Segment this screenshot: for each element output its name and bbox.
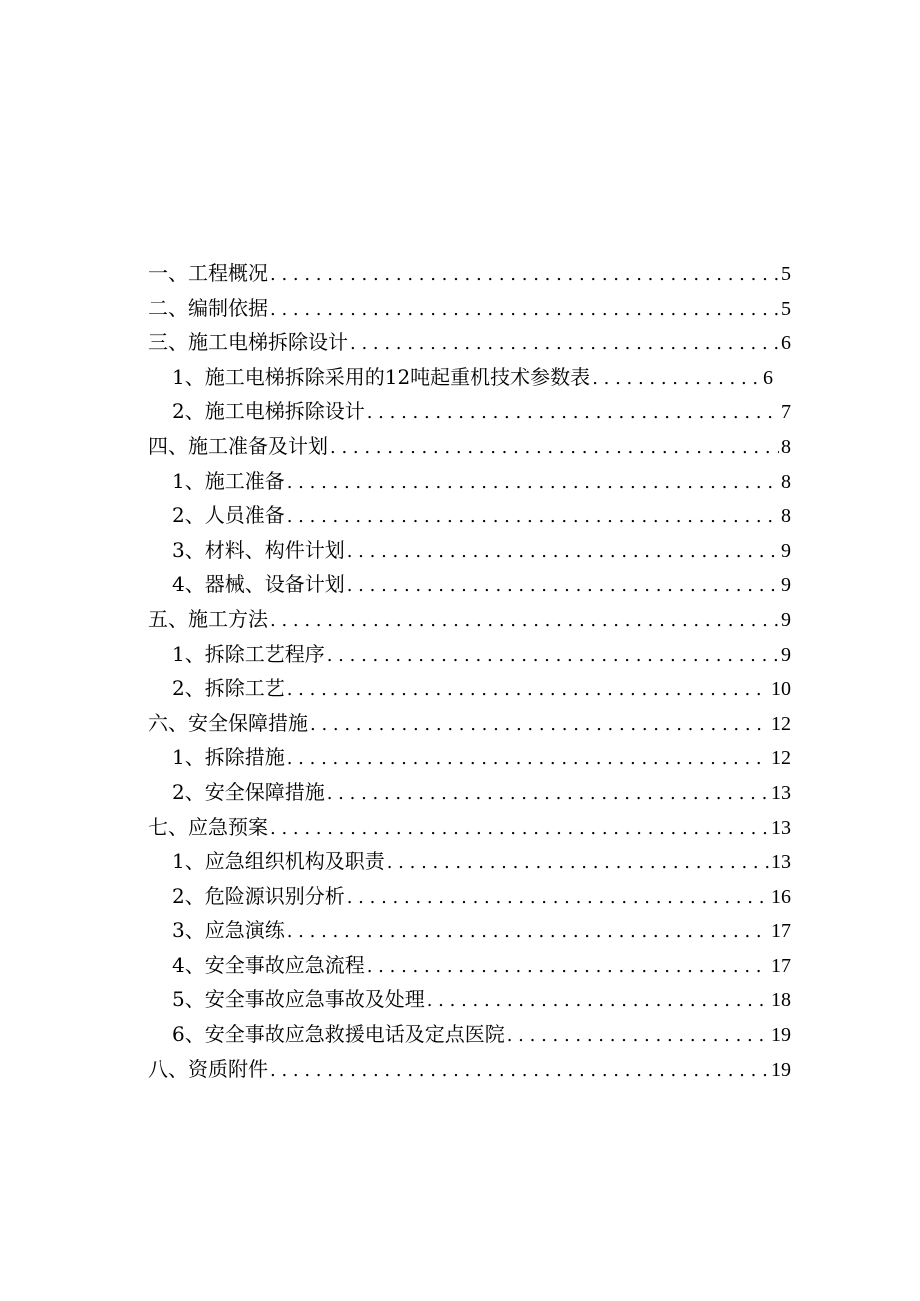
toc-entry-label: 5、安全事故应急事故及处理 bbox=[172, 987, 425, 1012]
toc-entry-label: 二、编制依据 bbox=[148, 295, 268, 320]
toc-entry-page: 13 bbox=[771, 781, 791, 804]
toc-leader-dots bbox=[347, 569, 779, 604]
toc-leader-dots bbox=[347, 881, 769, 916]
toc-entry[interactable] bbox=[148, 602, 791, 637]
toc-leader-dots bbox=[310, 708, 769, 743]
toc-leader-dots bbox=[287, 673, 769, 708]
toc-entry[interactable] bbox=[148, 291, 791, 326]
toc-entry-label: 1、拆除工艺程序 bbox=[172, 641, 325, 666]
toc-entry-label: 2、安全保障措施 bbox=[172, 779, 325, 804]
toc-entry-label: 1、施工准备 bbox=[172, 468, 285, 493]
toc-entry[interactable] bbox=[148, 360, 791, 395]
toc-leader-dots bbox=[347, 535, 779, 570]
toc-leader-dots bbox=[427, 984, 769, 1019]
toc-leader-dots bbox=[287, 466, 779, 501]
toc-entry[interactable] bbox=[148, 464, 791, 499]
toc-entry[interactable] bbox=[148, 325, 791, 360]
toc-entry-page: 9 bbox=[781, 539, 791, 562]
toc-entry[interactable] bbox=[148, 671, 791, 706]
toc-entry-label: 2、施工电梯拆除设计 bbox=[172, 399, 365, 424]
toc-entry[interactable] bbox=[148, 394, 791, 429]
toc-entry[interactable] bbox=[148, 775, 791, 810]
toc-entry[interactable] bbox=[148, 533, 791, 568]
toc-entry[interactable] bbox=[148, 948, 791, 983]
toc-entry[interactable] bbox=[148, 1052, 791, 1087]
toc-entry[interactable] bbox=[148, 637, 791, 672]
toc-entry-page: 19 bbox=[771, 1058, 791, 1081]
toc-entry[interactable] bbox=[148, 706, 791, 741]
toc-entry-page: 19 bbox=[771, 1024, 791, 1047]
toc-entry-page: 18 bbox=[771, 989, 791, 1012]
toc-entry[interactable] bbox=[148, 810, 791, 845]
toc-leader-dots bbox=[270, 812, 769, 847]
toc-leader-dots bbox=[270, 604, 779, 639]
toc-entry-page: 10 bbox=[771, 678, 791, 701]
toc-entry-label: 六、安全保障措施 bbox=[148, 710, 308, 735]
toc-entry-page: 7 bbox=[781, 401, 791, 424]
toc-leader-dots bbox=[350, 327, 779, 362]
toc-leader-dots bbox=[270, 258, 779, 293]
toc-entry-label: 3、应急演练 bbox=[172, 918, 285, 943]
toc-leader-dots bbox=[327, 777, 769, 812]
toc-leader-dots bbox=[270, 1054, 769, 1089]
toc-entry-label: 6、安全事故应急救援电话及定点医院 bbox=[172, 1022, 505, 1047]
toc-entry-label: 1、应急组织机构及职责 bbox=[172, 849, 385, 874]
toc-entry-label: 三、施工电梯拆除设计 bbox=[148, 330, 348, 355]
toc-leader-dots bbox=[327, 639, 779, 674]
toc-leader-dots bbox=[367, 396, 779, 431]
toc-entry[interactable] bbox=[148, 913, 791, 948]
toc-entry[interactable] bbox=[148, 498, 791, 533]
toc-entry-label: 五、施工方法 bbox=[148, 606, 268, 631]
toc-entry-page: 9 bbox=[781, 574, 791, 597]
toc-leader-dots bbox=[287, 500, 779, 535]
toc-entry-page: 12 bbox=[771, 747, 791, 770]
toc-entry-label: 八、资质附件 bbox=[148, 1056, 268, 1081]
toc-entry-label: 2、人员准备 bbox=[172, 503, 285, 528]
toc-entry[interactable] bbox=[148, 844, 791, 879]
toc-entry-label: 2、危险源识别分析 bbox=[172, 883, 345, 908]
toc-leader-dots bbox=[367, 950, 769, 985]
toc-entry-label: 3、材料、构件计划 bbox=[172, 537, 345, 562]
toc-entry-page: 13 bbox=[771, 816, 791, 839]
toc-entry-page: 12 bbox=[771, 712, 791, 735]
toc-entry-page: 6 bbox=[781, 332, 791, 355]
toc-entry-label: 2、拆除工艺 bbox=[172, 676, 285, 701]
toc-entry-page: 17 bbox=[771, 954, 791, 977]
toc-entry-page: 13 bbox=[771, 851, 791, 874]
toc-leader-dots bbox=[330, 431, 779, 466]
toc-entry-page: 8 bbox=[781, 505, 791, 528]
toc-entry[interactable] bbox=[148, 1017, 791, 1052]
toc-entry[interactable] bbox=[148, 429, 791, 464]
toc-entry-page: 16 bbox=[771, 885, 791, 908]
toc-entry[interactable] bbox=[148, 879, 791, 914]
toc-entry[interactable] bbox=[148, 567, 791, 602]
toc-leader-dots bbox=[287, 915, 769, 950]
toc-entry-label: 四、施工准备及计划 bbox=[148, 433, 328, 458]
toc-leader-dots bbox=[507, 1019, 769, 1054]
toc-entry-page: 5 bbox=[781, 263, 791, 285]
toc-entry[interactable] bbox=[148, 256, 791, 291]
toc-entry-page: 6 bbox=[763, 366, 773, 389]
toc-entry-page: 17 bbox=[771, 920, 791, 943]
toc-entry-label: 4、安全事故应急流程 bbox=[172, 952, 365, 977]
toc-leader-dots bbox=[270, 293, 779, 328]
toc-entry-label: 七、应急预案 bbox=[148, 814, 268, 839]
table-of-contents bbox=[148, 256, 791, 1086]
toc-entry-label: 1、拆除措施 bbox=[172, 745, 285, 770]
toc-entry-label: 一、工程概况 bbox=[148, 261, 268, 285]
toc-entry-page: 8 bbox=[781, 435, 791, 458]
toc-leader-dots bbox=[287, 742, 769, 777]
toc-leader-dots bbox=[592, 362, 761, 397]
toc-entry[interactable] bbox=[148, 740, 791, 775]
toc-entry-page: 9 bbox=[781, 643, 791, 666]
toc-leader-dots bbox=[387, 846, 769, 881]
toc-entry-page: 8 bbox=[781, 470, 791, 493]
toc-entry[interactable] bbox=[148, 982, 791, 1017]
toc-entry-page: 5 bbox=[781, 297, 791, 320]
toc-entry-page: 9 bbox=[781, 608, 791, 631]
toc-entry-label: 4、器械、设备计划 bbox=[172, 572, 345, 597]
toc-entry-label: 1、施工电梯拆除采用的12吨起重机技术参数表 bbox=[172, 364, 591, 389]
